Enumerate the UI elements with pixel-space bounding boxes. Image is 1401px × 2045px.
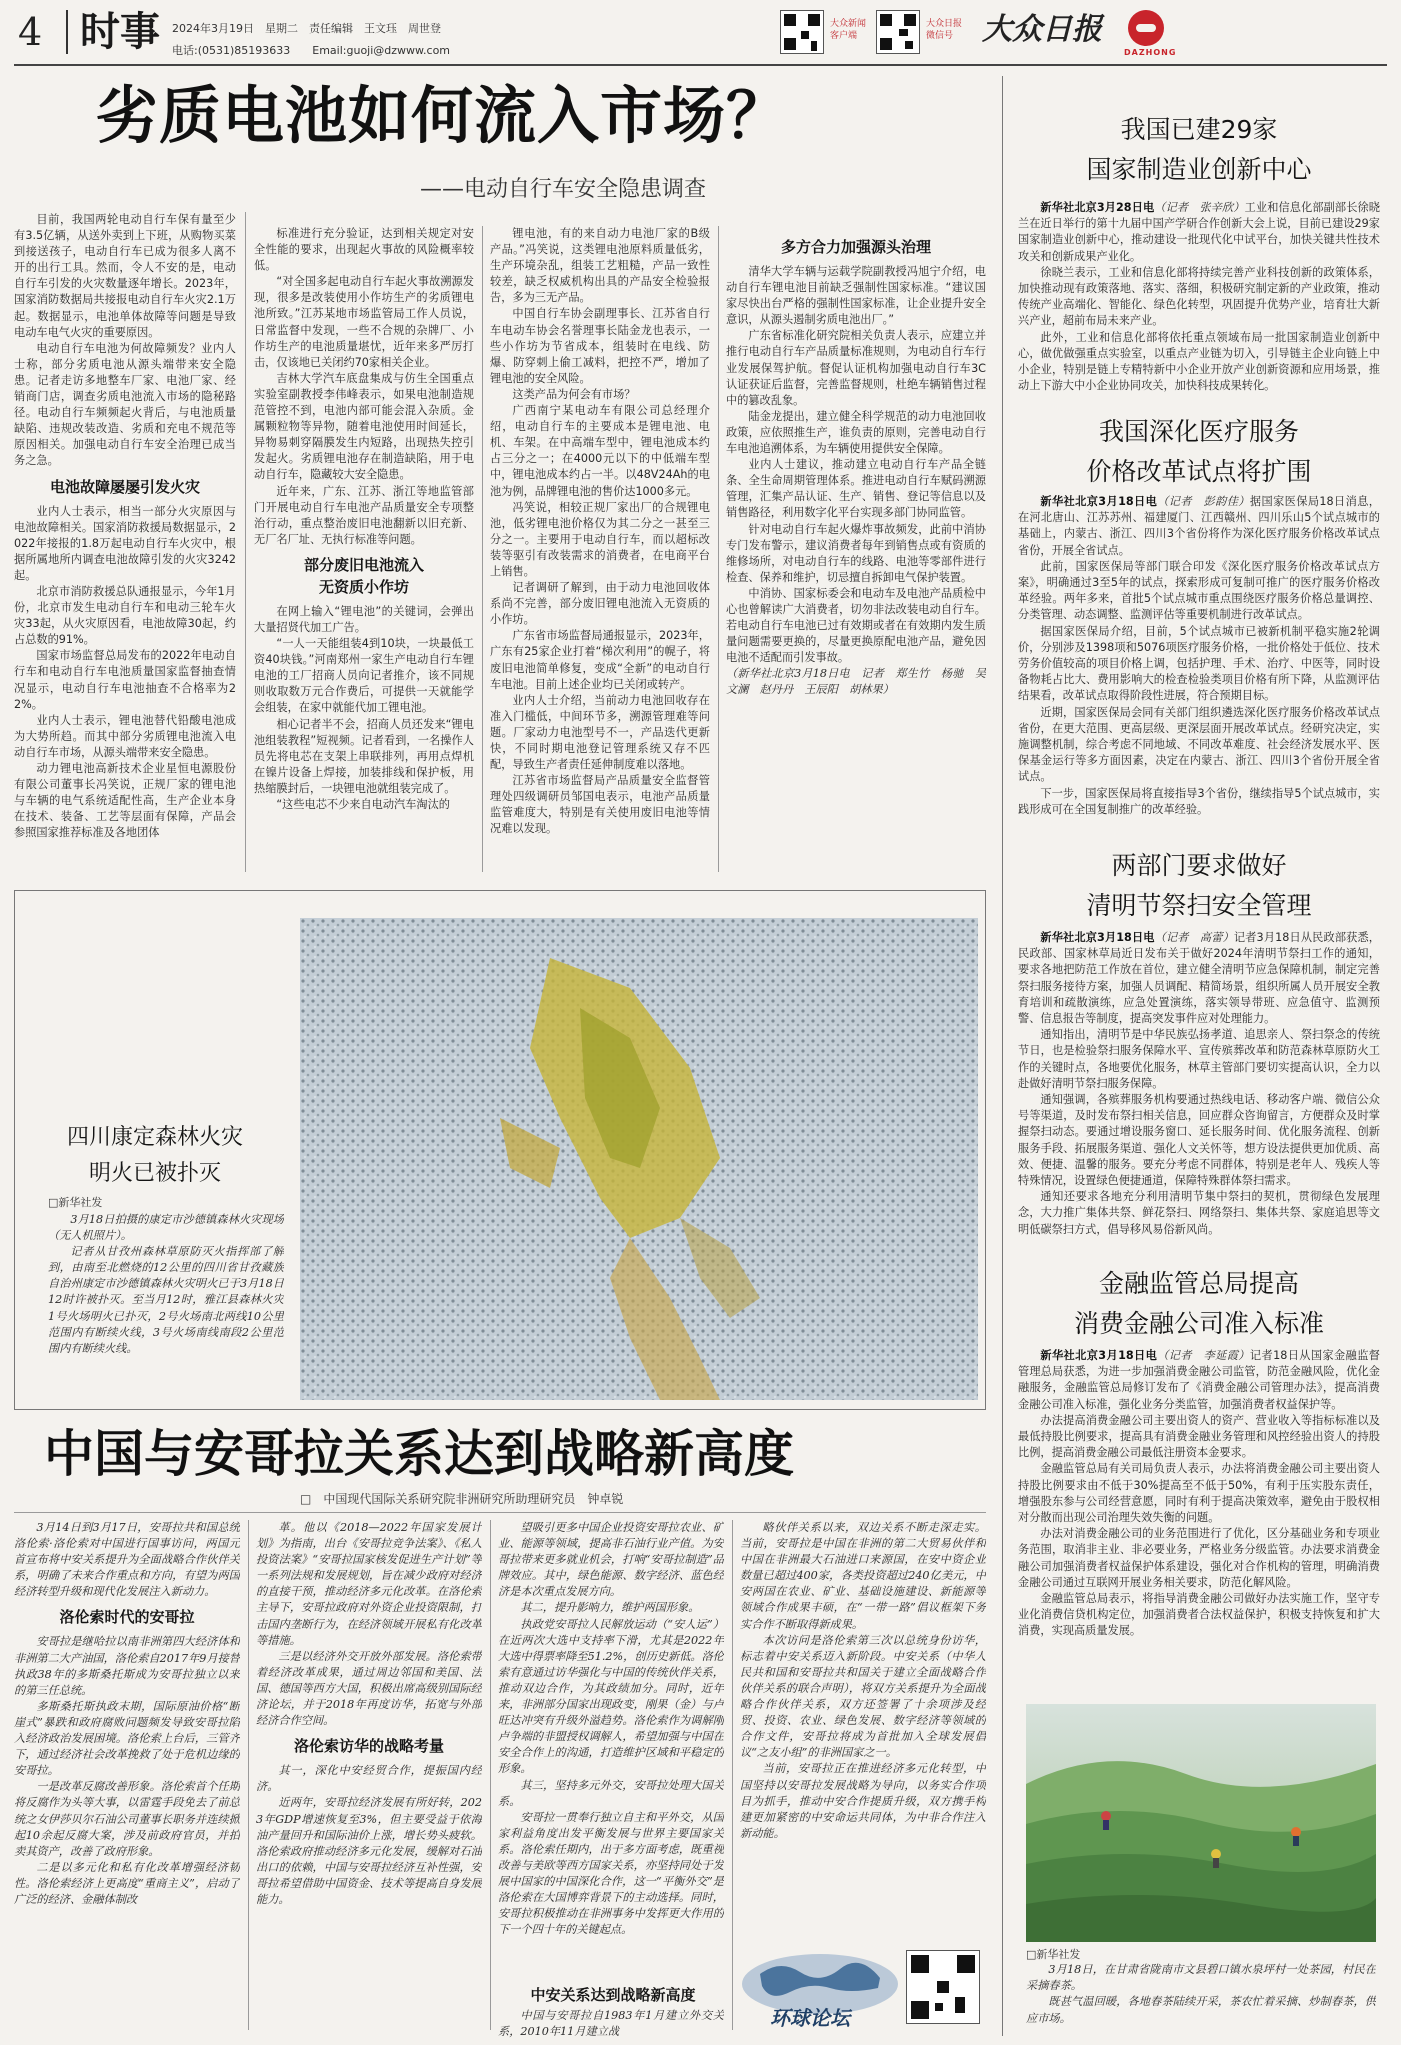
masthead-rule: [14, 64, 1387, 66]
paragraph: 安哥拉是继哈拉以南非洲第四大经济体和非洲第二大产油国，洛伦索自2017年9月接替执政38年的多斯桑托斯成为安哥拉独立以来的第三任总统。: [14, 1635, 240, 1697]
qr-code-app[interactable]: [780, 10, 824, 54]
paragraph: 据国家医保局介绍，目前，5个试点城市已被新机制平稳实施2轮调价，分别涉及1398项和5076项医疗服务价格，一批价格处于低位、技术劳务价值较高的项目价格上调，包括护理、手术、治疗、中医等，同时设备物耗占比大、费用影响大的检查检验类项目价格有所下降，从监测评估结果看，改革试点取得阶段性进展，符合预期目标。: [1018, 624, 1380, 703]
paragraph: 其三，坚持多元外交，安哥拉处理大国关系。: [498, 1778, 724, 1808]
paragraph: 记者调研了解到，由于动力电池回收体系尚不完善，部分废旧锂电池流入无资质的小作坊。: [490, 581, 710, 627]
battery-subheading-2: 部分废旧电池流入 无资质小作坊: [303, 555, 424, 596]
paragraph: 通知还要求各地充分利用清明节集中祭扫的契机，贯彻绿色发展理念，大力推广集体共祭、鲜花祭扫、网络祭扫、集体共祭、家庭追思等文明低碳祭扫方式，倡导移风易俗新风尚。: [1018, 1190, 1380, 1236]
paragraph: 当前，安哥拉正在推进经济多元化转型，中国坚持以安哥拉发展战略为导向，以务实合作项目为抓手，推动中安合作提质升级，双方携手构建更加紧密的中安命运共同体，为中非合作注入新动能。: [740, 1762, 986, 1840]
column-divider: [482, 226, 483, 872]
paragraph: 其二，提升影响力，维护两国形象。: [520, 1601, 700, 1615]
paragraph: 本次访问是洛伦索第三次以总统身份访华，标志着中安关系迈入新阶段。中安关系（中华人民共和国和安哥拉共和国关于建立全面战略合作伙伴关系的联合声明），将双方关系提升为全面战略合作伙伴关系，双方还签署了十余项涉及经贸、投资、农业、绿色发展、数字经济等领域的合作文件，安哥拉将成为首批加入全球发展倡议“之友小组”的非洲国家之一。: [740, 1633, 986, 1760]
fire-body-text: 记者从甘孜州森林草原防灭火指挥部了解到，由南至北燃烧的12公里的四川省甘孜藏族自治州康定市沙德镇森林火灾明火已于3月18日12时许被扑灭。至当月12时，雅江县森林火灾1号火场明火已扑灭，2号火场南北两线10公里范围内有断续火线，3号火场南线南段2公里范围内有断续火线。: [48, 1245, 284, 1355]
paragraph: [1018, 1348, 1380, 1413]
dateline: 新华社北京3月18日电: [1040, 495, 1158, 508]
page-number-divider: [66, 10, 68, 54]
square-bullet-icon: □: [300, 1492, 324, 1506]
paragraph: 广东省标准化研究院相关负责人表示，应建立并推行电动自行车产品质量标准规则，为电动自行车行业发展保驾护航。督促认证机构加强电动自行车3C认证获证后监督，完善监督规则，杜绝车辆销售过程中的篡改乱象。: [726, 329, 986, 407]
paragraph: 业内人士介绍，当前动力电池回收存在准入门槛低，中间环节多，溯源管理难等问题。厂家动力电池型号不一，产品迭代更新快，不同时期电池登记管理系统又存不匹配，导致生产者责任延伸制度难以落地。: [490, 693, 710, 772]
paragraph: 相心记者半不会，招商人员还发来“锂电池组装教程”短视频。记者看到，一名操作人员先将电芯在支架上串联排列，再用点焊机在镍片设备上焊接，加装排线和保护板，用热缩膜封后，一块锂电池就组装完成了。: [254, 717, 474, 795]
column-divider: [490, 1520, 491, 2030]
battery-column-3: [490, 226, 710, 880]
paragraph: 略伙伴关系以来，双边关系不断走深走实。当前，安哥拉是中国在非洲的第二大贸易伙伴和中国在非洲最大石油进口来源国，在安中资企业数量已超过400家，各类投资超过240亿美元，中安两国在农业、矿业、基础设施建设、新能源等领域合作成果丰硕，在“一带一路”倡议框架下务实合作不断取得新成果。: [740, 1521, 986, 1631]
paragraph: [1018, 200, 1380, 265]
right-article-1-body: [1018, 200, 1380, 398]
paragraph: “一人一天能组装4到10块，一块最低工资40块钱。”河南郑州一家生产电动自行车锂电池的工厂招商人员向记者推介，该不同规则收取数万元合作费后，可提供一天就能学会组装，在家中就能代加工锂电池。: [254, 637, 474, 715]
paragraph: 中国自行车协会副理事长、江苏省自行车电动车协会名誉理事长陆金龙也表示，一些小作坊为节省成本，组装时在电线、防爆、防穿刺上偷工减料，把控不严，增加了锂电池的安全风险。: [490, 307, 710, 385]
fire-photo-credit: □新华社发: [48, 1196, 103, 1209]
column-divider: [248, 1520, 249, 2030]
paragraph: [1018, 494, 1380, 559]
angola-column-3: [498, 1520, 724, 2036]
paragraph: “这些电芯不少来自电动汽车淘汰的: [276, 798, 450, 811]
paragraph: 中国与安哥拉自1983年1月建立外交关系，2010年11月建立战: [498, 2009, 724, 2039]
paragraph: [1018, 930, 1380, 1027]
paragraph: 近年来，广东、江苏、浙江等地监管部门开展电动自行车电池产品质量安全专项整治行动，重点整治废旧电池翻新以旧充新、无厂名厂址、无执行标准等问题。: [254, 484, 474, 546]
paragraph-text: 据国家医保局18日消息，在河北唐山、江苏苏州、福建厦门、江西赣州、四川乐山5个试点城市的基础上，内蒙古、浙江、四川3个省份将作为深化医疗服务价格改革试点省份，开展全省试点。: [1018, 495, 1380, 557]
reporter: （记者 彭韵佳）: [1157, 495, 1250, 508]
qr-code-wechat-caption: 大众日报 微信号: [926, 19, 963, 41]
paragraph: 金融监管总局表示，将指导消费金融公司做好办法实施工作，坚守专业化消费信贷机构定位，加强消费者合法权益保护，积极支持恢复和扩大消费，实现高质量发展。: [1018, 1592, 1380, 1638]
paragraph: 目前，我国两轮电动自行车保有量至少有3.5亿辆，从送外卖到上下班，从购物买菜到接送孩子，电动自行车已成为很多人离不开的出行工具。然而，令人不安的是，电动自行车引发的火灾数量逐年增长。2023年，国家消防数据局共接报电动自行车火灾2.1万起。数据显示，电池单体故障等问题是导致电动车电气火灾的重要原因。: [14, 213, 236, 339]
paragraph: 通知指出，清明节是中华民族弘扬孝道、追思亲人、祭扫祭念的传统节日，也是检验祭扫服务保障水平、宣传殡葬改革和防范森林草原防火工作的关键时点，各地要优化服务，林草主管部门要切实提高认识，全力以赴做好清明节祭扫服务保障。: [1018, 1028, 1380, 1090]
right-column-divider: [1002, 76, 1003, 2036]
qr-code-wechat[interactable]: [876, 10, 920, 54]
paragraph: 通知强调，各殡葬服务机构要通过热线电话、移动客户端、微信公众号等渠道，及时发布祭扫相关信息，回应群众咨询留言，方便群众及时掌握祭扫动态。要通过增设服务窗口、延长服务时间、优化服务流程、创新服务手段、拓展服务渠道、强化人文关怀等，想方设法提供更加优质、高效、便捷、温馨的服务。要充分考虑不同群体，特别是老年人、残疾人等特殊情况，设置绿色便捷通道，保障特殊群体祭扫需求。: [1018, 1093, 1380, 1188]
paragraph: 广东省市场监督局通报显示，2023年，广东有25家企业打着“梯次利用”的幌子，将废旧电池简单修复，变成“全新”的电动自行车电池。目前上述企业均已关闭或转产。: [490, 629, 710, 691]
logo-sub: DAZHONG: [1124, 48, 1177, 57]
paragraph: 执政党安哥拉人民解放运动（“安人运”）在近两次大选中支持率下滑，尤其是2022年大选中得票率降至51.2%，创历史新低。洛伦索有意通过访华强化与中国的传统伙伴关系，推动双边合作，为其政绩加分。同时，近年来，非洲部分国家出现政变，刚果（金）与卢旺达冲突有升级外溢趋势。洛伦索作为调解刚卢争端的非盟授权调解人，希望加强与中国在安全合作上的沟通，打造维护区域和平稳定的形象。: [498, 1617, 724, 1776]
paragraph: 业内人士表示，锂电池替代铅酸电池成为大势所趋。而其中部分劣质锂电池流入电动自行车市场，从源头端带来安全隐患。: [14, 713, 236, 759]
fire-caption-text: 3月18日拍摄的康定市沙德镇森林火灾现场（无人机照片）。: [48, 1213, 284, 1243]
paragraph-text: 记者3月18日从民政部获悉，民政部、国家林草局近日发布关于做好2024年清明节祭扫工作的通知，要求各地把防范工作放在首位，建立健全清明节应急保障机制，制定完善祭扫服务接待方案，加强人员调配、精简场景，组织所属人员开展安全教育培训和疏散演练，应急处置演练，落实领导带班、应急值守、监测预警、信息报告等制度，提高突发事件应对处理能力。: [1018, 931, 1380, 1026]
paragraph: 办法对消费金融公司的业务范围进行了优化，区分基础业务和专项业务范围，取消非主业、非必要业务，严格业务分级监管。办法要求消费金融公司加强消费者权益保护体系建设，强化对合作机构的管理，明确消费金融公司通过互联网开展业务相关要求，防范化解风险。: [1018, 1527, 1380, 1589]
paragraph: 三是以经济外交开放外部发展。洛伦索带着经济改革成果，通过周边邻国和美国、法国、德国等西方大国，积极出席高级别国际经济论坛，并于2018年再度访华，拓宽与外部经济合作空间。: [256, 1649, 482, 1728]
paragraph-text: 记者18日从国家金融监督管理总局获悉，为进一步加强消费金融公司监管，防范金融风险，优化金融服务，金融监管总局修订发布了《消费金融公司管理办法》，提高消费金融公司准入标准，强化业务分类监管，加强消费者权益保护等。: [1018, 1349, 1380, 1411]
angola-subheading-1: 洛伦索时代的安哥拉: [59, 1608, 195, 1627]
paragraph: 望吸引更多中国企业投资安哥拉农业、矿业、能源等领域，提高非石油行业产值。为安哥拉带来更多就业机会，打响“安哥拉制造”品牌效应。其中，绿色能源、数字经济、蓝色经济是本次重点发展方向。: [498, 1521, 724, 1599]
angola-rule: [14, 1512, 986, 1513]
paragraph: 业内人士建议，推动建立电动自行车产品全链条、全生命周期管理体系。推进电动自行车赋码溯源管理，汇集产品认证、生产、销售、登记等信息以及销售路径，利用数字化平台实现多部门协同监管。: [726, 458, 986, 520]
paragraph: 近期，国家医保局会同有关部门组织遴选深化医疗服务价格改革试点省份，在更大范围、更高层级、更深层面开展改革试点。经研究决定，实施调整机制，综合考虑不同地域、不同改革难度、社会经济发展水平、医保基金运行等多方面因素，决定在内蒙古、浙江、四川3个省份开展全省试点。: [1018, 705, 1380, 784]
paragraph: 徐晓兰表示，工业和信息化部将持续完善产业科技创新的政策体系，加快推动现有政策落地、落实、落细，积极研究制定新的产业政策，推动传统产业高端化、智能化、绿色化转型，巩固提升优势产业，培育壮大新兴产业，超前布局未来产业。: [1018, 265, 1380, 328]
paragraph: 这类产品为何会有市场？: [512, 387, 636, 401]
dateline: 新华社北京3月18日电: [1040, 1349, 1158, 1362]
angola-column-2: [256, 1520, 482, 2036]
right-article-1-title: 我国已建29家 国家制造业创新中心: [1086, 115, 1312, 184]
paragraph: 国家市场监督总局发布的2022年电动自行车和电动自行车电池质量国家监督抽查情况显示，电动自行车电池抽查不合格率为22%。: [14, 649, 236, 711]
paragraph: 广西南宁某电动车有限公司总经理介绍，电动自行车的主要成本是锂电池、电机、车架。在中高端车型中，锂电池成本约占三分之一；在4000元以下的中低端车型中，锂电池成本约占一半。以48V24Ah的电池为例，品牌锂电池的售价达1000多元。: [490, 404, 710, 498]
battery-subheading-1: 电池故障屡屡引发火灾: [49, 477, 200, 496]
battery-subheading-3: 多方合力加强源头治理: [780, 238, 931, 256]
fire-photo: [300, 918, 978, 1400]
reporter: （记者 张辛欣）: [1154, 201, 1245, 214]
tea-photo-credit: □新华社发: [1026, 1948, 1081, 1961]
battery-column-4: [726, 236, 986, 880]
reporter: （记者 李延霞）: [1157, 1349, 1250, 1362]
paragraph: 电动自行车电池为何故障频发？业内人士称，部分劣质电池从源头端带来安全隐患。记者走访多地整车厂家、电池厂家、经销商门店，调查劣质电池流入市场的隐秘路径。电动自行车频频起火背后，与电池质量缺陷、违规改装改造、劣质和充电不规范等原因相关。加强电动自行车安全治理已成当务之急。: [14, 341, 236, 468]
paragraph: 下一步，国家医保局将直接指导3个省份，继续指导5个试点城市，实践形成可在全国复制推广的改革经验。: [1018, 786, 1380, 816]
angola-column-1: [14, 1520, 240, 2036]
paragraph: 吉林大学汽车底盘集成与仿生全国重点实验室副教授李伟峰表示，如果电池制造规范管控不到，电池内部可能会混入杂质。金属颗粒物等异物，随着电池使用时间延长，异物易刺穿隔膜发生内短路，出现热失控引发起火。劣质锂电池存在制造缺陷，用于电动自行车，隐藏较大安全隐患。: [254, 371, 474, 482]
tea-caption-body: 既甚气温回暖，各地春茶陆续开采，茶农忙着采摘、炒制春茶，供应市场。: [1026, 1995, 1376, 2025]
paragraph: 锂电池，有的来自动力电池厂家的B级产品。”冯笑说，这类锂电池原料质量低劣，生产环境杂乱，组装工艺粗糙，产品一致性较差，缺乏权威机构出具的产品安全检验报告，多为三无产品。: [490, 227, 710, 305]
paragraph: 革。他以《2018—2022年国家发展计划》为指南，出台《安哥拉竞争法案》、《私人投资法案》“安哥拉国家核发促进生产计划”等一系列法规和发展规划，旨在减少政府对经济的直接干预，推动经济多元化改革。在洛伦索主导下，安哥拉政府对外资企业投资限制，打击国内垄断行为，在经济领域开展私有化改革等措施。: [256, 1521, 482, 1647]
reporter: （记者 高蕾）: [1154, 931, 1234, 944]
paragraph: 针对电动自行车起火爆炸事故频发，此前中消协专门发布警示，建议消费者每年到销售点或有资质的维修场所，对电动自行车的线路、电池等零部件进行检查、保养和维护，切忌擅自拆卸电气保护装置。: [726, 522, 986, 584]
right-article-4-title: 金融监管总局提高 消费金融公司准入标准: [1073, 1269, 1324, 1338]
paragraph: 多斯桑托斯执政末期，国际原油价格“断崖式”暴跌和政府腐败问题频发导致安哥拉陷入经济政治发展困境。洛伦索上台后，三管齐下，通过经济社会改革挽救了处于危机边缘的安哥拉。: [14, 1699, 240, 1778]
paragraph: 冯笑说，相较正规厂家出厂的合规锂电池，低劣锂电池价格仅为其二分之一甚至三分之一。主要用于电动自行车，而以超标改装等驱引有改装需求的消费者，在电商平台上销售。: [490, 500, 710, 578]
paragraph: 清华大学车辆与运载学院副教授冯旭宁介绍，电动自行车锂电池目前缺乏强制性国家标准。“建议国家尽快出台严格的强制性国家标准，让企业提升安全意识，从源头遏制劣质电池出厂。”: [726, 265, 986, 327]
globe-forum-badge: [740, 1944, 900, 2036]
paragraph: 陆金龙提出，建立健全科学规范的动力电池回收政策，应依照推生产，谁负责的原则，完善电动自行车电池追溯体系，为车辆使用提供安全保障。: [726, 409, 986, 456]
angola-byline-text: 中国现代国际关系研究院非洲研究所助理研究员 钟卓锐: [323, 1492, 624, 1506]
paragraph: 一是改革反腐改善形象。洛伦索首个任期将反腐作为头等大事，以雷霆手段免去了前总统之女伊莎贝尔石油公司董事长职务并连续掀起10余起反腐大案，涉及前政府官员，并拍卖其资产，改善了政府形象。: [14, 1780, 240, 1858]
tea-garden-photo: [1026, 1704, 1376, 1942]
angola-headline: 中国与安哥拉关系达到战略新高度: [44, 1425, 794, 1483]
newspaper-logo: 大众日报: [982, 12, 1102, 47]
battery-headline: 劣质电池如何流入市场？: [96, 79, 790, 152]
angola-subheading-3: 中安关系达到战略新高度: [530, 1986, 696, 2004]
paragraph: 其一，深化中安经贸合作，提振国内经济。: [256, 1764, 482, 1794]
paragraph: 北京市消防救援总队通报显示，今年1月份，北京市发生电动自行车和电动三轮车火灾33起，从火灾原因看，电池故障30起，约占总数的91%。: [14, 584, 236, 647]
paragraph: 办法提高消费金融公司主要出资人的资产、营业收入等指标标准以及最低持股比例要求，提高具有消费金融业务管理和风控经验出资人的持股比例，提高消费金融公司最低注册资本金要求。: [1018, 1413, 1380, 1460]
paragraph: 在网上输入“锂电池”的关键词，会弹出大量招贤代加工广告。: [254, 604, 474, 634]
paragraph: 安哥拉一贯奉行独立自主和平外交，从国家利益角度出发平衡发展与世界主要国家关系。洛伦索任期内，出于多方面考虑，既重视改善与美欧等西方国家关系，亦坚持同处于发展中国家的中国深化合作，这一“平衡外交”是洛伦索在大国博弈背景下的主动选择。同时，安哥拉积极推动在非洲事务中发挥更大作用的下一个四十年的关键起点。: [498, 1810, 724, 1937]
paragraph: 二是以多元化和私有化改革增强经济韧性。洛伦索经济上更高度“重商主义”，启动了广泛的经济、金融体制改: [14, 1860, 240, 1906]
header-contact: 电话:(0531)85193633 Email:guoji@dzwww.com: [172, 44, 451, 57]
paragraph: “对全国多起电动自行车起火事故溯源发现，很多是改装使用小作坊生产的劣质锂电池所致。”江苏某地市场监管局工作人员说，日常监督中发现，一些不合规的杂牌厂、小作坊生产的电池质量堪忧，近年来多严厉打击，仅该地已关闭约70家相关企业。: [254, 275, 474, 369]
qr-code-app-caption: 大众新闻 客户端: [830, 19, 867, 41]
masthead: [0, 0, 1401, 64]
fire-caption: [48, 1212, 284, 1402]
angola-column-4-tail: [498, 2008, 724, 2040]
right-article-3-title: 两部门要求做好 清明节祭扫安全管理: [1086, 851, 1312, 920]
paragraph-text: 工业和信息化部副部长徐晓兰在近日举行的第十九届中国产学研合作创新大会上说，目前已建设29家国家制造业创新中心，推动建设一批现代化中试平台，加快关键共性技术攻关和创新成果产业化。: [1018, 201, 1380, 263]
battery-subheadline: ——电动自行车安全隐患调查: [420, 177, 707, 202]
paragraph: 中消协、国家标委会和电动车及电池产品质检中心也曾解读广大消费者，切勿非法改装电动自行车。若电动自行车电池已过有效期或者在有效期内发生质量问题需要更换的，尽量更换原配电池产品，避免因电池不适配而引发事故。: [726, 586, 986, 665]
tea-photo-caption: [1026, 1962, 1376, 2038]
dateline: 新华社北京3月28日电: [1040, 201, 1155, 214]
paragraph: 标准进行充分验证，达到相关规定对安全性能的要求，出现起火事故的风险概率较低。: [254, 227, 474, 273]
column-divider: [245, 212, 246, 872]
forum-label: 环球论坛: [770, 2006, 850, 2030]
paragraph: 此前，国家医保局等部门联合印发《深化医疗服务价格改革试点方案》，明确通过3至5年的试点，探索形成可复制可推广的医疗服务价格改革经验。两年多来，首批5个试点城市重点围绕医疗服务价格总量调控、分类管理、动态调整、监测评估等重要机制进行改革试点。: [1018, 559, 1380, 622]
right-article-4-body: [1018, 1348, 1380, 1696]
right-article-2-body: [1018, 494, 1380, 830]
paragraph: 金融监管总局有关司局负责人表示，办法将消费金融公司主要出资人持股比例要求由不低于30%提高至不低于50%，有利于压实股东责任，增强股东参与公司经营意愿，同时有利于提高决策效率，避免由于股权相对分散而出现公司治理失效失衡的问题。: [1018, 1462, 1380, 1525]
angola-subheading-2: 洛伦索访华的战略考量: [293, 1737, 444, 1756]
battery-byline: （新华社北京3月18日电 记者 郑生竹 杨驰 吴文澜 赵丹丹 王辰阳 胡林果）: [726, 667, 986, 697]
tea-garden-image: [1026, 1704, 1376, 1942]
article-qr-code[interactable]: [906, 1950, 980, 2024]
right-article-3-body: [1018, 930, 1380, 1250]
forest-aerial-image: [300, 918, 978, 1400]
paragraph: 此外，工业和信息化部将依托重点领域布局一批国家制造业创新中心，做优做强重点实验室，以重点产业链为切入，引导链主企业向链上中小企业，特别是链上专精特新中小企业开放产业创新资源和应用场景，推动上下游大中小企业协同攻关，加快科技成果转化。: [1018, 330, 1380, 393]
section-name: 时事: [80, 9, 160, 55]
page-number: 4: [18, 10, 43, 54]
tea-caption-text: 3月18日，在甘肃省陇南市文县碧口镇水泉坪村一处茶园，村民在采摘春茶。: [1026, 1963, 1376, 1993]
angola-column-4: [740, 1520, 986, 1940]
battery-column-2: [254, 226, 474, 880]
header-date-line: 2024年3月19日 星期二 责任编辑 王文珏 周世登: [172, 22, 441, 35]
angola-byline: [300, 1490, 623, 1507]
paragraph: 3月14日到3月17日，安哥拉共和国总统洛伦索·洛伦索对中国进行国事访问，两国元首宣布将中安关系提升为全面战略合作伙伴关系，明确了未来合作重点和方向，有望为两国经济转型升级和现代化发展注入新动力。: [14, 1521, 240, 1599]
battery-column-1: [14, 212, 236, 880]
paragraph: 动力锂电池高新技术企业星恒电源股份有限公司董事长冯笑说，正规厂家的锂电池与车辆的电气系统适配性高，生产企业本身在技术、装备、工艺等层面有保障，产品会参照国家推荐标准及各地团体: [14, 762, 236, 840]
right-article-2-title: 我国深化医疗服务 价格改革试点将扩围: [1086, 417, 1312, 486]
paragraph: 业内人士表示，相当一部分火灾原因与电池故障相关。国家消防救援局数据显示，2022年接报的1.8万起电动自行车火灾中，根据所属地所内调查电池故障引发的火灾3242起。: [14, 504, 236, 582]
dateline: 新华社北京3月18日电: [1040, 931, 1155, 944]
column-divider: [718, 226, 719, 872]
fire-title: 四川康定森林火灾 明火已被扑灭: [66, 1125, 243, 1186]
logo-emblem: [1128, 10, 1164, 46]
column-divider: [732, 1520, 733, 2030]
paragraph: 江苏省市场监督局产品质量安全监督管理处四级调研员邹国电表示，电池产品质量监管难度大，特别是有关使用废旧电池等情况难以发现。: [490, 774, 710, 836]
paragraph: 近两年，安哥拉经济发展有所好转，2023年GDP增速恢复至3%，但主要受益于依海油产量回升和国际油价上涨，增长势头疲软。洛伦索政府推动经济多元化发展，缓解对石油出口的依赖，中国与安哥拉经济互补性强，安哥拉希望借助中国资金、技术等提高自身发展能力。: [256, 1796, 482, 1906]
